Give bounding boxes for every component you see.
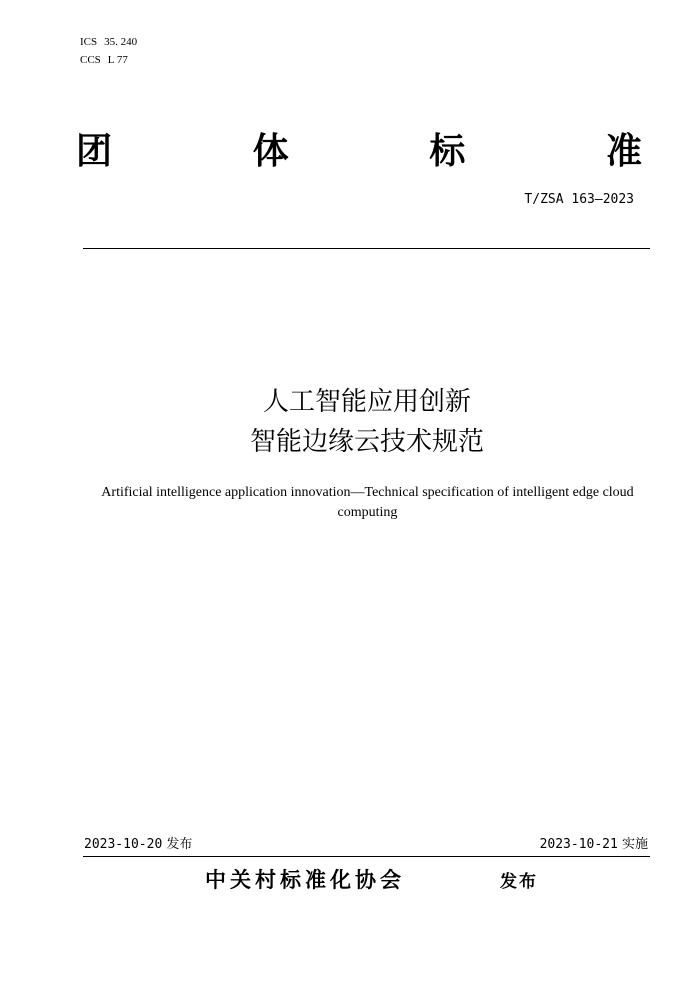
ics-code: 35. 240 xyxy=(104,36,138,48)
implement-date-line xyxy=(540,836,648,854)
standard-type-char: 标 xyxy=(429,131,466,172)
issue-date: 2023-10-20 xyxy=(84,837,163,852)
ics-classification xyxy=(80,35,137,49)
top-divider xyxy=(83,248,650,249)
issue-label: 发布 xyxy=(166,837,193,852)
standard-type-char: 准 xyxy=(605,131,642,172)
standard-type-heading xyxy=(76,128,642,176)
ccs-label: CCS xyxy=(80,54,101,66)
standard-type-char: 体 xyxy=(252,131,289,172)
title-cn-line-2: 智能边缘云技术规范 xyxy=(249,427,484,457)
issuer-action: 发布 xyxy=(500,872,538,892)
standard-type-char: 团 xyxy=(76,131,113,172)
implement-date: 2023-10-21 xyxy=(539,837,618,852)
title-cn-line-1: 人工智能应用创新 xyxy=(262,387,471,417)
bottom-divider xyxy=(83,856,650,857)
ics-label: ICS xyxy=(80,36,98,48)
ccs-code: L 77 xyxy=(107,54,128,66)
issue-date-line xyxy=(84,836,192,854)
issuer-name: 中关村标准化协会 xyxy=(205,868,405,892)
implement-label: 实施 xyxy=(621,837,648,852)
ccs-classification xyxy=(80,53,128,67)
title-en: Artificial intelligence application innovation—Technical specification of intelligent edge cloud computing xyxy=(101,485,634,520)
standard-number: T/ZSA 163—2023 xyxy=(524,192,634,207)
